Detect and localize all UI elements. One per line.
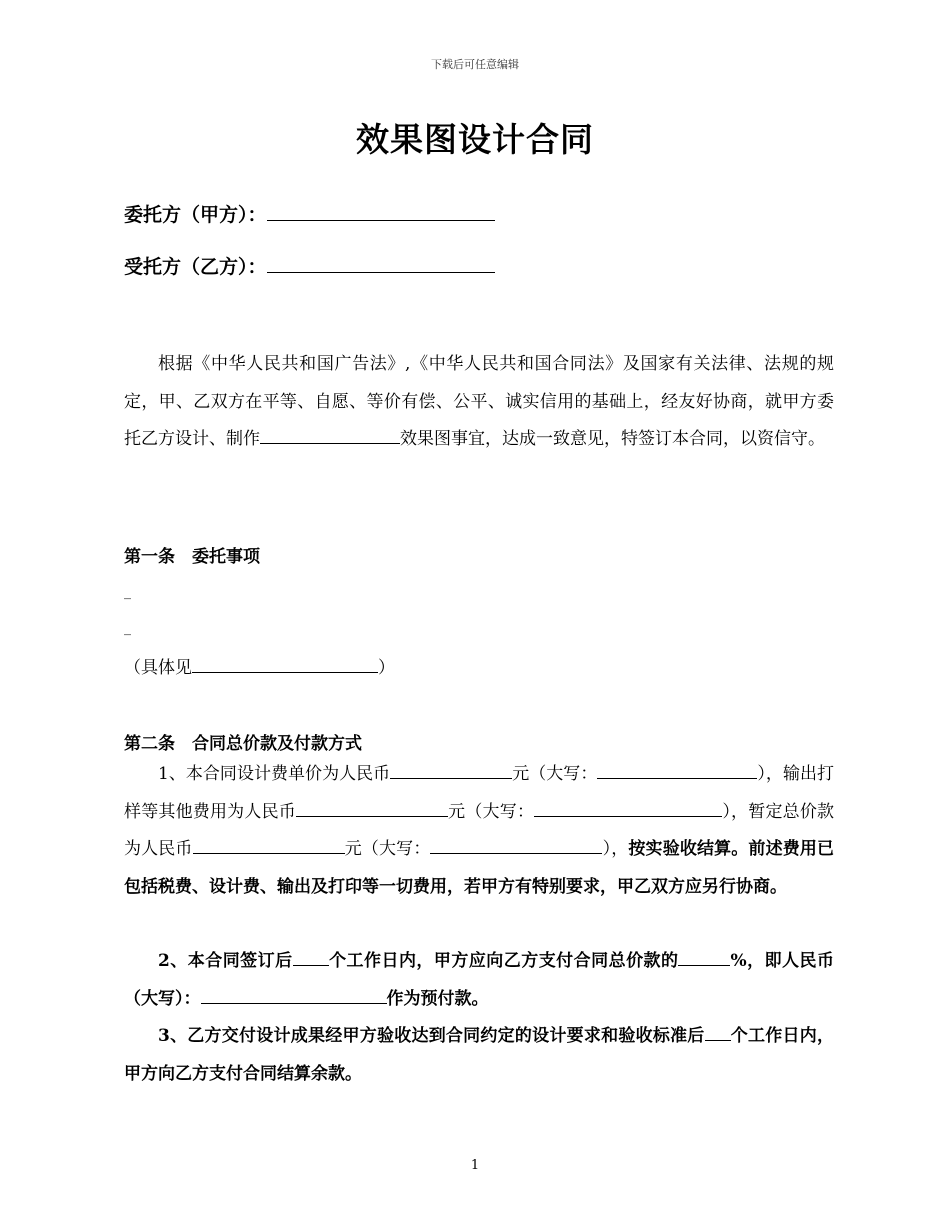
party-a-line: [124, 200, 495, 227]
clause-1-text-8: 元（大写：: [344, 839, 431, 859]
other-fee-words-blank: [534, 798, 722, 817]
preamble-paragraph: [124, 346, 834, 459]
clause-1-text-5: 元（大写：: [447, 801, 535, 822]
clause-1-text-3: ），: [757, 764, 783, 784]
clause-1-text-10: 按实验收结算。前述费用已包括税费、设计费、输出及打印等一切费用，若甲方有特别要求，甲乙双方应另行协商。: [124, 839, 835, 897]
clause-2-paragraph: [124, 943, 834, 1018]
preamble-text-2: 效果图事宜，达成一致意见，特签订本合同，以资信守。: [400, 429, 825, 449]
party-a-label: 委托方（甲方）：: [124, 204, 267, 226]
clause-1-text-7: 暂定总价款为人民币: [124, 801, 835, 859]
clause-1-text-1: 1、本合同设计费单价为人民币: [158, 764, 391, 784]
article-1-see-line: [124, 653, 395, 678]
clause-1-paragraph: [124, 756, 834, 906]
article-1-dash-1: _: [124, 584, 131, 600]
total-price-words-blank: [430, 835, 602, 854]
total-price-blank: [193, 835, 345, 854]
workdays-blank: [293, 947, 329, 966]
clause-3-text-1: 3、乙方交付设计成果经甲方验收达到合同约定的设计要求和验收标准后: [158, 1026, 705, 1046]
prepayment-words-blank: [201, 985, 387, 1004]
project-name-blank: [260, 425, 400, 444]
see-suffix: ）: [378, 658, 395, 678]
party-b-label: 受托方（乙方）：: [124, 256, 267, 278]
settlement-days-blank: [705, 1022, 731, 1041]
design-fee-words-blank: [597, 760, 757, 779]
clause-3-paragraph: [124, 1018, 834, 1093]
party-a-blank: [267, 200, 495, 221]
party-b-line: [124, 252, 495, 279]
party-b-blank: [267, 252, 495, 273]
article-2-heading: 第二条 合同总价款及付款方式: [124, 734, 362, 754]
see-blank: [192, 654, 378, 673]
clause-2-text-2: 个工作日内，甲方应向乙方支付合同总价款的: [328, 951, 679, 971]
header-note: 下载后可任意编辑: [431, 58, 519, 71]
other-fee-blank: [296, 798, 448, 817]
document-title: 效果图设计合同: [356, 120, 594, 159]
clause-3-text-2: 个工作日内，甲方向乙方支付合同结算余款。: [124, 1026, 835, 1084]
clause-1-text-6: ），: [722, 801, 749, 822]
clause-1-text-2: 元（大写：: [512, 764, 598, 784]
article-1-dash-2: _: [124, 620, 131, 636]
see-prefix: （具体见: [124, 658, 192, 678]
page-number: 1: [470, 1158, 480, 1173]
percentage-blank: [678, 947, 730, 966]
clause-1-text-4: 输出打样等其他费用为人民币: [124, 764, 835, 822]
clause-2-text-1: 2、本合同签订后: [158, 951, 293, 971]
preamble-text-1: 根据《中华人民共和国广告法》,《中华人民共和国合同法》及国家有关法律、法规的规定，甲、乙双方在平等、自愿、等价有偿、公平、诚实信用的基础上，经友好协商，就甲方委托乙方设计、制作: [124, 354, 834, 449]
article-1-heading: 第一条 委托事项: [124, 547, 260, 567]
clause-2-text-3: %，即人民币（大写）：: [124, 951, 834, 1009]
clause-1-text-9: ），: [602, 839, 629, 859]
design-fee-blank: [390, 760, 512, 779]
clause-2-text-4: 作为预付款。: [386, 988, 489, 1009]
